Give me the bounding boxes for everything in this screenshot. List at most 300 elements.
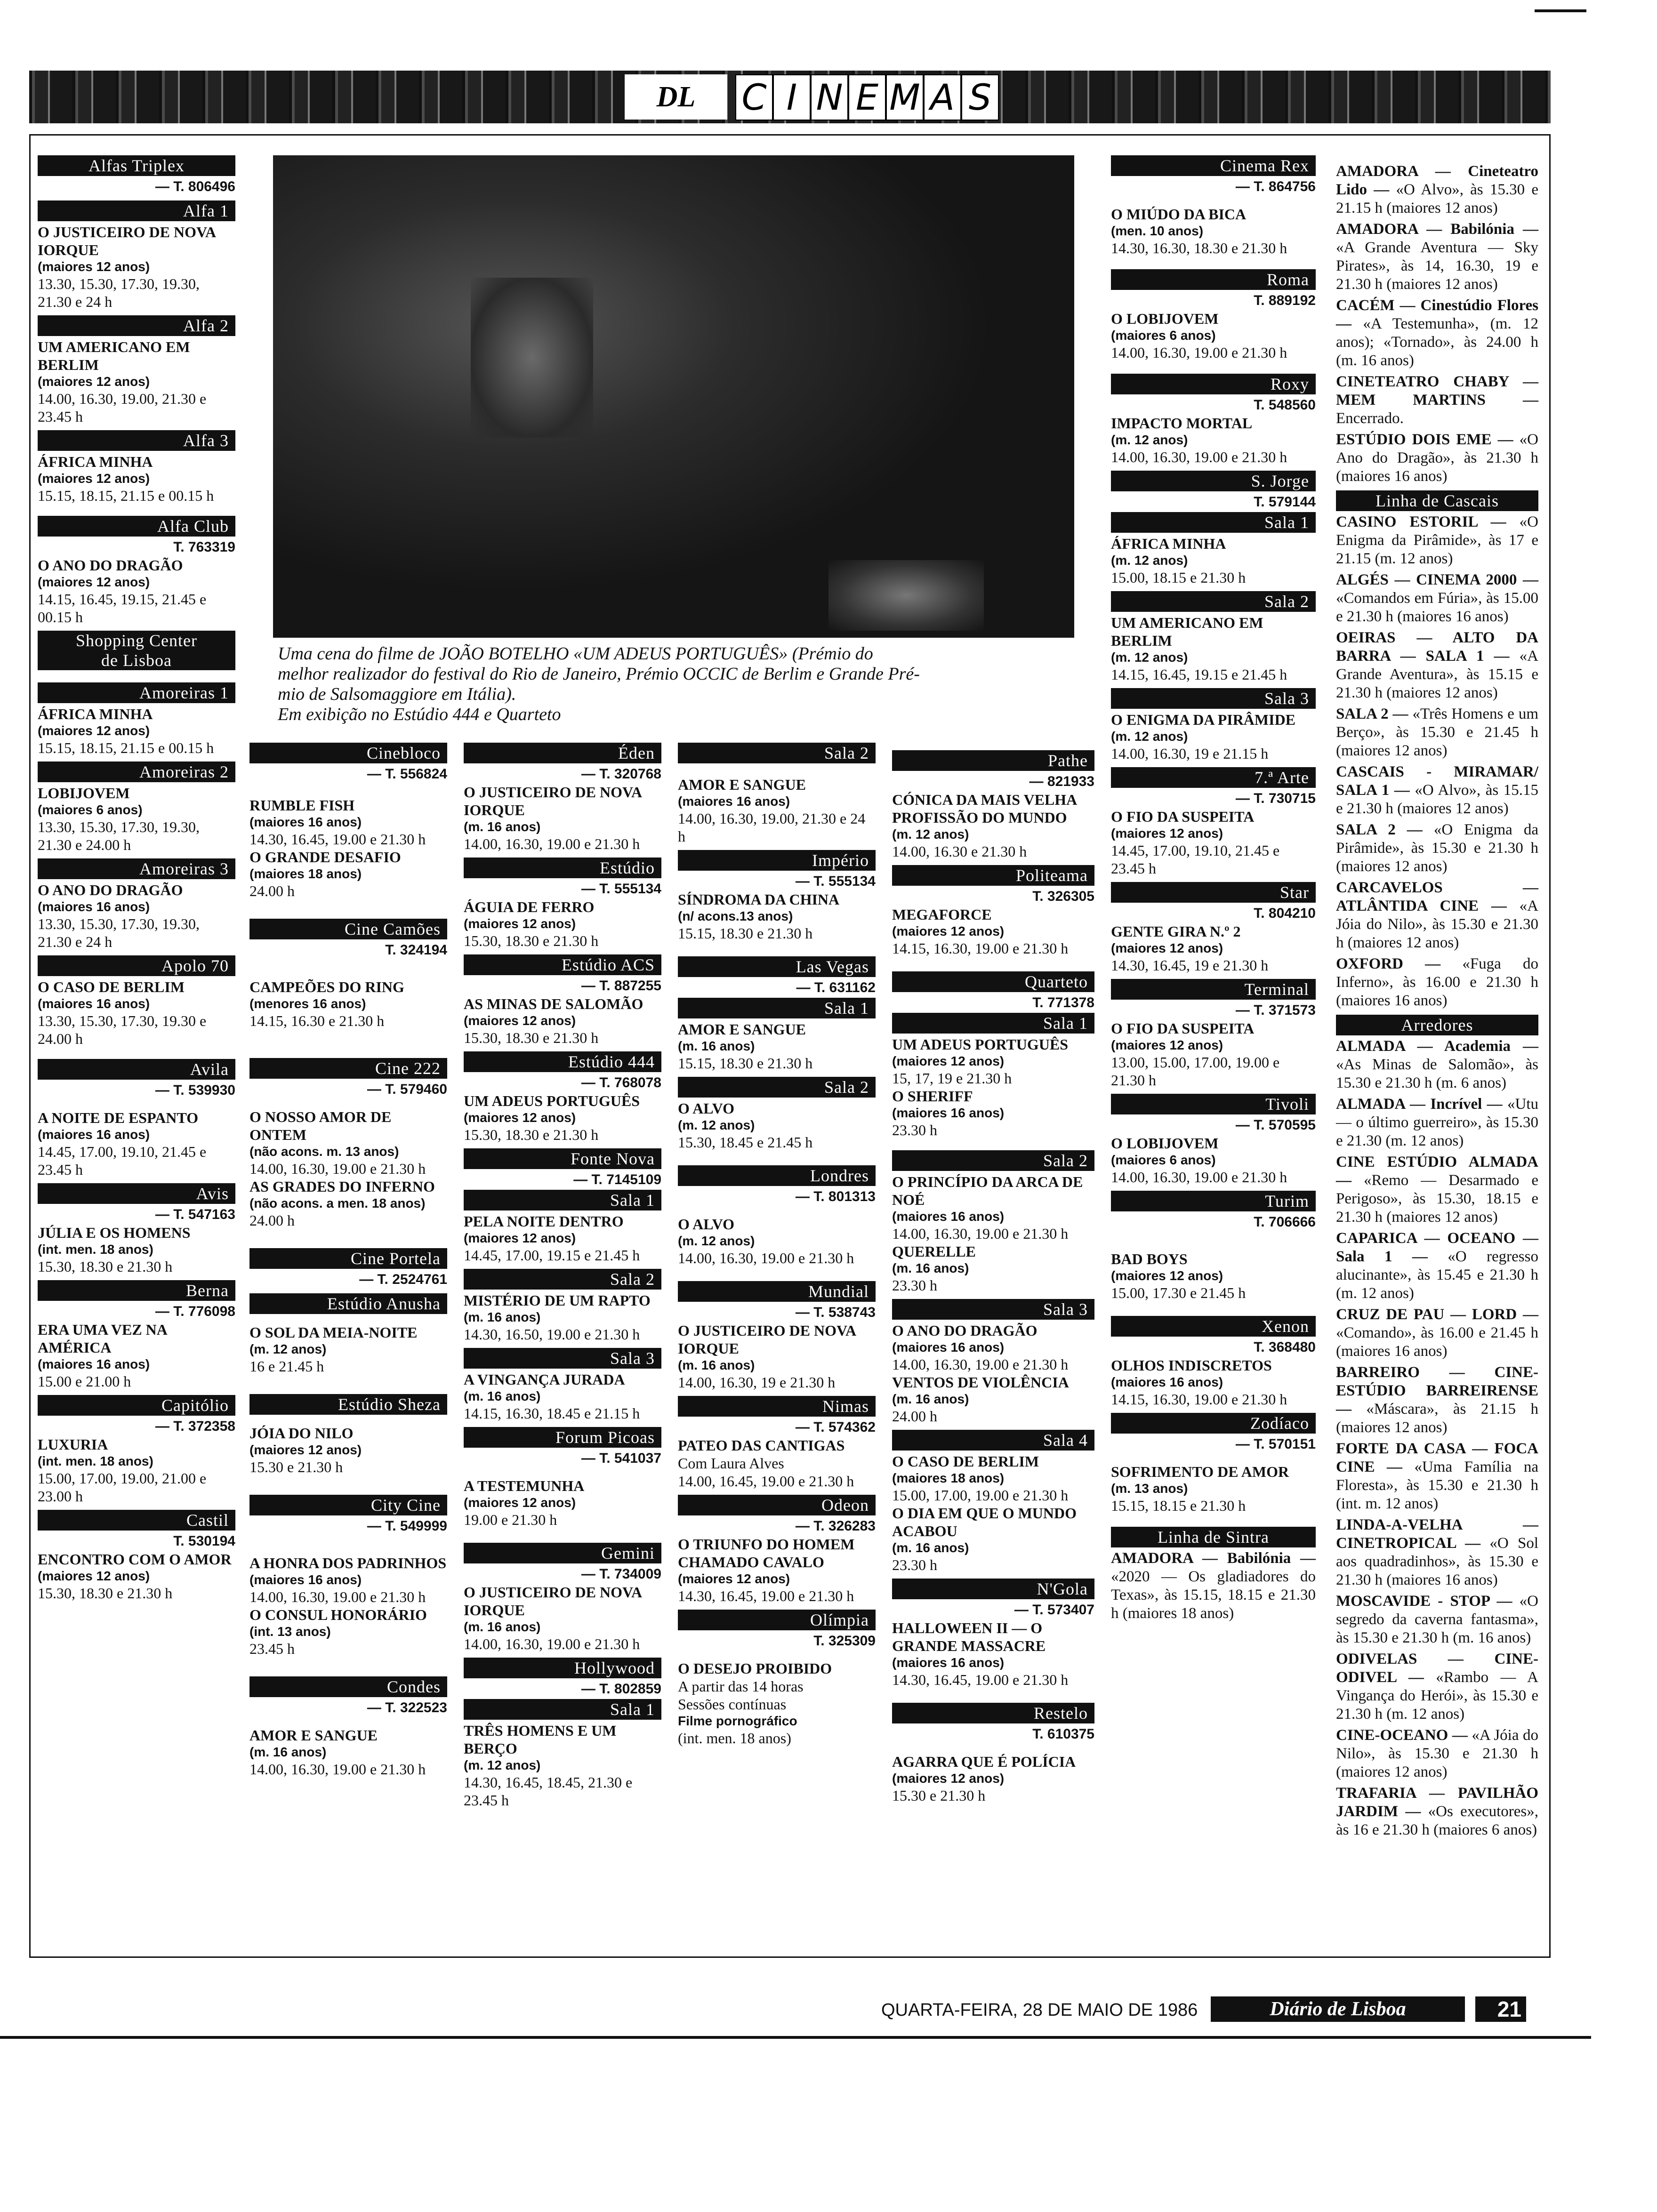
venue: ALMADA — Incrível — [1336, 1096, 1503, 1113]
section-letter: N [811, 74, 848, 120]
phone: T. 706666 [1254, 1214, 1316, 1230]
showtimes: 24.00 h [249, 1212, 295, 1229]
cinema-header: Estúdio Sheza [249, 1394, 447, 1415]
cinema-header: S. Jorge [1111, 471, 1316, 491]
issue-date: QUARTA-FEIRA, 28 DE MAIO DE 1986 [881, 2000, 1198, 2020]
listing [249, 978, 447, 1030]
cinema-header: Estúdio Anusha [249, 1293, 447, 1314]
film-title: AMOR E SANGUE [678, 776, 806, 793]
film-title: O PRINCÍPIO DA ARCA DE NOÉ [892, 1173, 1083, 1208]
listing [249, 1726, 447, 1778]
sala-header: Sala 1 [678, 998, 876, 1018]
listing-text: «A Testemunha», (m. 12 anos); «Tornado», às 24.00 h (m. 16 anos) [1336, 315, 1538, 369]
rating: (maiores 12 anos) [892, 1054, 1005, 1068]
listing [892, 1452, 1094, 1574]
listing-paragraph [1336, 1037, 1538, 1092]
showtimes: 15.15, 18.30 e 21.30 h [678, 1055, 813, 1072]
film-title: O GRANDE DESAFIO [249, 849, 401, 866]
listing [249, 1424, 447, 1476]
listing [38, 338, 235, 425]
rating: (maiores 12 anos) [38, 259, 150, 274]
showtimes: 14.15, 16.30, 19.00 e 21.30 h [1111, 1391, 1287, 1408]
showtimes: 14.15, 16.45, 19.15 e 21.45 h [1111, 666, 1287, 683]
listing [464, 898, 661, 950]
listing-paragraph [1336, 162, 1538, 217]
listing [678, 1322, 876, 1391]
film-title: O ALVO [678, 1100, 734, 1117]
showtimes: 14.30, 16.45, 19.00 e 21.30 h [892, 1671, 1069, 1688]
venue: CASCAIS - MIRAMAR/ SALA 1 — [1336, 763, 1538, 799]
cinema-header: Star [1111, 882, 1316, 903]
rating: (maiores 12 anos) [464, 1495, 576, 1510]
showtimes: 14.00, 16.30, 19.00 e 21.30 h [1111, 344, 1287, 361]
rating: (maiores 12 anos) [678, 1571, 790, 1586]
listing [678, 1215, 876, 1267]
rating: (m. 16 anos) [464, 1389, 541, 1403]
venue: AMADORA — Cineteatro Lido — [1336, 163, 1538, 198]
showtimes: 14.45, 17.00, 19.15 e 21.45 h [464, 1247, 640, 1264]
cinema-header: Hollywood [464, 1658, 661, 1678]
listing [1111, 205, 1316, 257]
showtimes: 15.15, 18.15 e 21.30 h [1111, 1497, 1246, 1514]
showtimes: 14.30, 16.45, 19.00 e 21.30 h [249, 831, 426, 848]
cinema-header: Terminal [1111, 979, 1316, 1000]
phone: — T. 320768 [581, 766, 661, 782]
film-title: ÁFRICA MINHA [38, 453, 153, 470]
rating: (m. 16 anos) [678, 1039, 755, 1053]
rating: (menores 16 anos) [249, 996, 366, 1011]
listing [892, 1035, 1094, 1139]
rating: (int. men. 18 anos) [38, 1242, 153, 1257]
listing [1111, 1549, 1316, 1623]
venue: ALMADA — Academia — [1336, 1038, 1538, 1055]
showtimes: 14.30, 16.45, 19 e 21.30 h [1111, 957, 1269, 974]
film-title: O MIÚDO DA BICA [1111, 206, 1247, 223]
film-title: AS GRADES DO INFERNO [249, 1178, 435, 1195]
venue: CAPARICA — OCEANO — Sala 1 — [1336, 1230, 1538, 1265]
cinema-header: Avis [38, 1183, 235, 1204]
phone: — T. 541037 [581, 1451, 661, 1466]
listing-text: «Três Homens e um Berço», às 15.30 e 21.45 h (maiores 12 anos) [1336, 705, 1538, 759]
listing [249, 1323, 447, 1375]
listing [249, 1554, 447, 1658]
listing-text: «Remo — Desarmado e Perigoso», às 15.30, 18.15 e 21.30 h (maiores 12 anos) [1336, 1172, 1538, 1226]
newspaper-name: Diário de Lisboa [1211, 1996, 1465, 2022]
film-title: O TRIUNFO DO HOMEM CHAMADO CAVALO [678, 1536, 855, 1571]
cinema-header: Alfas Triplex [38, 155, 235, 176]
rating: (maiores 6 anos) [1111, 328, 1216, 343]
rating: (maiores 16 anos) [38, 899, 150, 914]
film-title: ÁFRICA MINHA [38, 705, 153, 722]
showtimes: 14.00, 16.30, 19.00 e 21.30 h [1111, 1169, 1287, 1186]
listing [892, 791, 1094, 860]
rating: (maiores 6 anos) [38, 802, 143, 817]
rating: (m. 12 anos) [678, 1234, 755, 1248]
section-letter: E [848, 74, 886, 120]
column-1 [38, 151, 235, 1605]
column-4 [678, 738, 876, 1750]
showtimes: 15.30, 18.30 e 21.30 h [38, 1585, 173, 1602]
phone: — T. 7145109 [573, 1172, 661, 1187]
phone: T. 548560 [1254, 397, 1316, 413]
phone: T. 368480 [1254, 1339, 1316, 1355]
cinema-header: Estúdio [464, 858, 661, 878]
listing-paragraph [1336, 879, 1538, 952]
phone: — T. 730715 [1235, 791, 1316, 806]
phone: — T. 631162 [796, 980, 876, 995]
film-title: RUMBLE FISH [249, 797, 355, 814]
showtimes: 15.30, 18.30 e 21.30 h [464, 932, 599, 949]
listing-text: «A Grande Aventura», às 15.15 e 21.30 h (maiores 12 anos) [1336, 648, 1538, 701]
film-title: OLHOS INDISCRETOS [1111, 1357, 1272, 1374]
film-title: UM AMERICANO EM BERLIM [38, 338, 190, 373]
rating: (m. 16 anos) [464, 1310, 541, 1324]
top-rule [1535, 9, 1586, 12]
column-5 [892, 738, 1094, 1807]
venue: OEIRAS — ALTO DA BARRA — SALA 1 — [1336, 629, 1538, 665]
listing [249, 796, 447, 900]
listing-paragraph [1336, 1516, 1538, 1589]
showtimes: 14.00, 16.30, 19.00 e 21.30 h [249, 1761, 426, 1778]
phone: T. 325309 [813, 1633, 876, 1649]
section-letter: I [773, 74, 811, 120]
showtimes: 14.45, 17.00, 19.10, 21.45 e 23.45 h [1111, 842, 1280, 877]
listing-text: «O Enigma da Pirâmide», às 17 e 21.15 (m. 12 anos) [1336, 513, 1538, 567]
showtimes: 14.00, 16.30, 19 e 21.15 h [1111, 745, 1269, 762]
cinema-header [38, 631, 235, 670]
film-title: BAD BOYS [1111, 1250, 1188, 1267]
film-title: JÚLIA E OS HOMENS [38, 1224, 191, 1241]
showtimes: 15.15, 18.30 e 21.30 h [678, 925, 813, 942]
film-title: O CASO DE BERLIM [892, 1453, 1039, 1470]
film-title: O ANO DO DRAGÃO [892, 1322, 1038, 1339]
phone: T. 763319 [173, 539, 235, 555]
listing [38, 978, 235, 1048]
showtimes: 15.00, 17.00, 19.00, 21.00 e 23.00 h [38, 1470, 207, 1505]
listing [1111, 808, 1316, 877]
region-header: Linha de Cascais [1336, 490, 1538, 511]
session-note: A partir das 14 horas [678, 1678, 804, 1695]
showtimes: 14.15, 16.30, 18.45 e 21.15 h [464, 1405, 640, 1422]
film-title: O DIA EM QUE O MUNDO ACABOU [892, 1505, 1077, 1539]
showtimes: 14.30, 16.50, 19.00 e 21.30 h [464, 1326, 640, 1343]
cinema-header: Xenon [1111, 1316, 1316, 1337]
venue: FORTE DA CASA — FOCA CINE — [1336, 1440, 1538, 1475]
showtimes: 24.00 h [249, 882, 295, 899]
cinema-header: Estúdio 444 [464, 1051, 661, 1072]
showtimes: 23.30 h [892, 1556, 937, 1573]
listing [892, 1619, 1094, 1689]
rating: (maiores 16 anos) [892, 1340, 1005, 1354]
rating: (m. 12 anos) [1111, 729, 1188, 744]
listing [1111, 1250, 1316, 1302]
phone: — T. 2524761 [359, 1272, 447, 1287]
region-header: Arredores [1336, 1015, 1538, 1035]
rating: (m. 12 anos) [1111, 433, 1188, 447]
venue: CRUZ DE PAU — LORD — [1336, 1306, 1538, 1323]
section-letter: A [924, 74, 961, 120]
cinema-header: Amoreiras 2 [38, 761, 235, 782]
film-title: O LOBIJOVEM [1111, 1135, 1219, 1152]
film-title: MEGAFORCE [892, 906, 992, 923]
showtimes: 14.15, 16.45, 19.15, 21.45 e 00.15 h [38, 591, 207, 625]
sala-header: Sala 3 [464, 1348, 661, 1369]
cinema-header: Alfa Club [38, 516, 235, 537]
listing-text: «Comando», às 16.00 e 21.45 h (maiores 16 anos) [1336, 1324, 1538, 1360]
rating: (m. 12 anos) [1111, 650, 1188, 665]
listing-paragraph [1111, 1549, 1316, 1623]
rating: (maiores 12 anos) [464, 1110, 576, 1125]
film-title: O JUSTICEIRO DE NOVA IORQUE [464, 1584, 642, 1619]
listing [892, 1173, 1094, 1294]
cinema-header: Roma [1111, 269, 1316, 290]
listing-text: «O segredo da caverna fantasma», às 15.30 e 21.30 h (m. 16 anos) [1336, 1593, 1538, 1646]
showtimes: 14.00, 16.30, 19 e 21.30 h [678, 1374, 836, 1391]
caption-line: melhor realizador do festival do Rio de Janeiro, Prémio OCCIC de Berlim e Grande Pré- [278, 664, 920, 684]
rating: (maiores 12 anos) [1111, 941, 1223, 955]
rating: (maiores 6 anos) [1111, 1153, 1216, 1167]
cinema-header: Odeon [678, 1495, 876, 1515]
listing-paragraph [1336, 431, 1538, 486]
listing-paragraph [1336, 1153, 1538, 1226]
sala-header: Sala 2 [678, 1077, 876, 1098]
showtimes: 15.15, 18.15, 21.15 e 00.15 h [38, 487, 214, 504]
phone: — T. 547163 [155, 1207, 235, 1222]
rating: (maiores 12 anos) [249, 1443, 362, 1457]
caption-line: Em exibição no Estúdio 444 e Quarteto [278, 705, 561, 724]
section-header [29, 71, 1551, 123]
rating: (maiores 18 anos) [249, 866, 362, 881]
cinema-header: Zodíaco [1111, 1413, 1316, 1434]
page-footer [881, 1995, 1536, 2024]
showtimes: 15.30 e 21.30 h [249, 1459, 343, 1475]
rating: (m. 16 anos) [892, 1392, 969, 1406]
cast-note: Com Laura Alves [678, 1455, 784, 1472]
listing-text: «Utu — o último guerreiro», às 15.30 e 21.30 (m. 12 anos) [1336, 1096, 1538, 1149]
cinema-header: Alfa 2 [38, 315, 235, 336]
page-number: 21 [1475, 1996, 1526, 2022]
listing [38, 1224, 235, 1275]
film-title: O JUSTICEIRO DE NOVA IORQUE [38, 224, 216, 258]
listing-paragraph [1336, 1592, 1538, 1647]
caption-line: mio de Salsomaggiore em Itália). [278, 684, 516, 704]
phone: — T. 326283 [795, 1518, 876, 1534]
listing-text: «O Sol aos quadradinhos», às 15.30 e 21.30 h (maiores 16 anos) [1336, 1535, 1538, 1588]
film-title: O DESEJO PROIBIDO [678, 1660, 832, 1677]
phone: T. 804210 [1254, 906, 1316, 921]
film-title: O JUSTICEIRO DE NOVA IORQUE [464, 784, 642, 818]
sala-header: Sala 2 [464, 1269, 661, 1290]
listing-paragraph [1336, 705, 1538, 760]
listing [38, 1435, 235, 1505]
listing [1111, 1019, 1316, 1089]
cinema-header: Turim [1111, 1191, 1316, 1211]
listing [1111, 1134, 1316, 1186]
cinema-header: Pathe [892, 750, 1094, 771]
caption-line: Uma cena do filme de JOÃO BOTELHO «UM ADEUS PORTUGUÊS» (Prémio do [278, 644, 873, 664]
phone: — T. 573407 [1014, 1602, 1094, 1618]
film-title: AMOR E SANGUE [249, 1727, 378, 1744]
rating: (int. men. 18 anos) [38, 1454, 153, 1468]
cinema-header: Tivoli [1111, 1094, 1316, 1114]
rating: (m. 16 anos) [464, 1619, 541, 1634]
venue: AMADORA — Babilónia — [1111, 1550, 1316, 1567]
showtimes: 14.00, 16.30, 19.00 e 21.30 h [464, 1635, 640, 1652]
rating: (maiores 16 anos) [249, 1572, 362, 1587]
film-title: SOFRIMENTO DE AMOR [1111, 1463, 1289, 1480]
sala-header: Sala 3 [1111, 688, 1316, 709]
rating: (m. 16 anos) [464, 819, 541, 834]
phone: — T. 768078 [581, 1075, 661, 1090]
rating: (maiores 12 anos) [1111, 1268, 1223, 1283]
listing [1111, 922, 1316, 974]
venue: MOSCAVIDE - STOP — [1336, 1593, 1512, 1610]
phone: — T. 806496 [155, 179, 235, 194]
rating: (int. 13 anos) [249, 1624, 331, 1639]
showtimes: 14.30, 16.30, 18.30 e 21.30 h [1111, 240, 1287, 256]
cinema-header: 7.ª Arte [1111, 767, 1316, 788]
sala-header: Sala 1 [464, 1699, 661, 1720]
cinema-header: N'Gola [892, 1579, 1094, 1599]
listing [38, 453, 235, 505]
phone: — T. 538743 [795, 1305, 876, 1320]
phone: — T. 887255 [581, 978, 661, 994]
phone: — T. 801313 [795, 1189, 876, 1204]
showtimes: 15, 17, 19 e 21.30 h [892, 1070, 1012, 1087]
showtimes: 14.00, 16.30, 19.00 e 21.30 h [249, 1588, 426, 1605]
listing [464, 995, 661, 1047]
film-title: ENCONTRO COM O AMOR [38, 1551, 232, 1568]
rating: (maiores 12 anos) [892, 924, 1005, 938]
film-title: ÁGUIA DE FERRO [464, 898, 595, 915]
listing [38, 705, 235, 757]
cinema-header: Castil [38, 1510, 235, 1531]
cinema-header: Olímpia [678, 1610, 876, 1630]
rating: (maiores 16 anos) [249, 815, 362, 829]
listing [1111, 310, 1316, 361]
listing [678, 1535, 876, 1605]
showtimes: 14.45, 17.00, 19.10, 21.45 e 23.45 h [38, 1143, 207, 1178]
film-title: O ANO DO DRAGÃO [38, 882, 183, 898]
phone: — T. 734009 [581, 1566, 661, 1582]
venue: LINDA-A-VELHA — CINETROPICAL — [1336, 1516, 1538, 1552]
rating: (maiores 12 anos) [38, 723, 150, 738]
rating: (m. 13 anos) [1111, 1481, 1188, 1496]
sala-header: Sala 1 [464, 1190, 661, 1210]
showtimes: 15.15, 18.15, 21.15 e 00.15 h [38, 739, 214, 756]
listing [1111, 614, 1316, 683]
rating: (m. 16 anos) [678, 1358, 755, 1372]
showtimes: 14.00, 16.30, 19.00, 21.30 e 23.45 h [38, 390, 207, 425]
showtimes: 14.00, 16.30, 19.00 e 21.30 h [892, 1356, 1069, 1373]
region-header: Linha de Sintra [1111, 1527, 1316, 1547]
listing-paragraph [1336, 513, 1538, 568]
showtimes: 15.30 e 21.30 h [892, 1787, 986, 1804]
listing-paragraph [1336, 1229, 1538, 1303]
cinema-header: Nimas [678, 1396, 876, 1417]
rating: (men. 10 anos) [1111, 224, 1204, 238]
phone: T. 326305 [1032, 889, 1094, 904]
showtimes: 14.00, 16.30, 19.00 e 21.30 h [1111, 449, 1287, 465]
phone: — T. 322523 [367, 1700, 447, 1715]
showtimes: 15.00, 17.30 e 21.45 h [1111, 1284, 1246, 1301]
cinema-header: Mundial [678, 1281, 876, 1302]
phone: T. 610375 [1032, 1726, 1094, 1742]
film-title: PELA NOITE DENTRO [464, 1213, 624, 1230]
showtimes: 15.30, 18.30 e 21.30 h [464, 1126, 599, 1143]
venue: CASINO ESTORIL — [1336, 513, 1506, 530]
venue: CINETEATRO CHABY — MEM MARTINS — [1336, 373, 1538, 409]
listing-text: «Rambo — A Vingança do Herói», às 15.30 e 21.30 h (m. 12 anos) [1336, 1669, 1539, 1723]
showtimes: 15.30, 18.45 e 21.45 h [678, 1134, 813, 1151]
showtimes: 14.00, 16.30, 19.00 e 21.30 h [464, 835, 640, 852]
listing-paragraph [1336, 1726, 1538, 1781]
listing-paragraph [1336, 763, 1538, 818]
phone: — T. 574362 [795, 1419, 876, 1435]
column-2 [249, 738, 447, 1781]
listing [38, 556, 235, 626]
rating: (maiores 12 anos) [464, 1013, 576, 1028]
listing [38, 223, 235, 311]
cinema-header: Cinema Rex [1111, 155, 1316, 176]
cinema-header: Fonte Nova [464, 1148, 661, 1169]
cinema-header: Condes [249, 1676, 447, 1697]
cinema-header: Cine Portela [249, 1248, 447, 1269]
film-title: PATEO DAS CANTIGAS [678, 1437, 845, 1454]
showtimes: 14.00, 16.30, 19.00 e 21.30 h [678, 1250, 854, 1266]
sala-header: Sala 1 [892, 1013, 1094, 1034]
showtimes: 15.00, 18.15 e 21.30 h [1111, 569, 1246, 586]
listing [892, 906, 1094, 957]
phone: — T. 555134 [581, 881, 661, 897]
listing-text: «A Grande Aventura — Sky Pirates», às 14, 16.30, 19 e 21.30 h (maiores 12 anos) [1336, 239, 1538, 293]
film-title: VENTOS DE VIOLÊNCIA [892, 1374, 1069, 1391]
listing [464, 1370, 661, 1422]
phone: — T. 372358 [155, 1419, 235, 1434]
phone: — T. 570151 [1235, 1436, 1316, 1452]
phone: — 821933 [1029, 774, 1094, 789]
listing-text: «A Jóia do Nilo», às 15.30 e 21.30 h (maiores 12 anos) [1336, 898, 1538, 951]
listing-text: «O regresso alucinante», às 15.45 e 21.30 h (m. 12 anos) [1336, 1248, 1538, 1302]
rating: (maiores 12 anos) [38, 1569, 150, 1583]
phone: — T. 556824 [367, 766, 447, 782]
listing [678, 890, 876, 942]
rating: (n/ acons.13 anos) [678, 909, 793, 923]
listing [464, 1092, 661, 1144]
phone: — T. 579460 [367, 1082, 447, 1097]
cinema-header: Gemini [464, 1543, 661, 1563]
venue: CINE-OCEANO — [1336, 1727, 1468, 1744]
listing [1111, 535, 1316, 586]
listing [678, 1020, 876, 1072]
column-7 [1336, 162, 1538, 1842]
listing [678, 1099, 876, 1151]
session-note: Sessões contínuas [678, 1696, 787, 1713]
photo-highlight [471, 278, 593, 438]
listing [249, 1108, 447, 1229]
film-title: A HONRA DOS PADRINHOS [249, 1555, 447, 1571]
listing-text: Encerrado. [1336, 410, 1404, 427]
listing [678, 1659, 876, 1747]
listing [464, 783, 661, 853]
film-title: MISTÉRIO DE UM RAPTO [464, 1292, 651, 1309]
listing-paragraph [1336, 1440, 1538, 1513]
venue: ALGÉS — CINEMA 2000 — [1336, 571, 1538, 588]
photo-highlight [828, 560, 984, 631]
film-title: O FIO DA SUSPEITA [1111, 1020, 1255, 1037]
showtimes: 13.30, 15.30, 17.30, 19.30 e 24.00 h [38, 1012, 207, 1047]
listing [38, 881, 235, 951]
